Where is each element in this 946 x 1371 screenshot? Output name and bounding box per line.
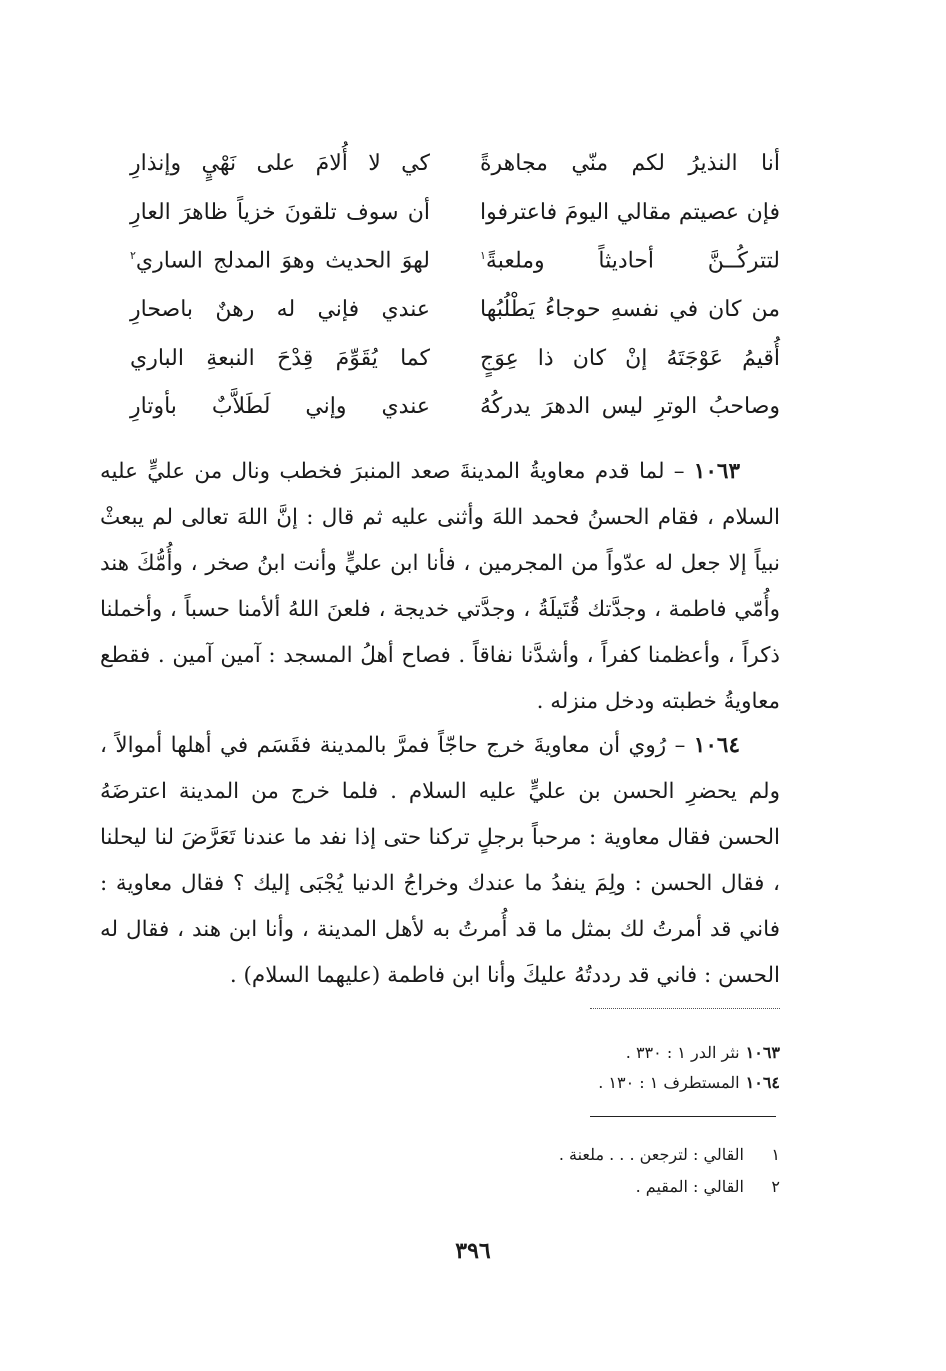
paragraph-1064: [100, 723, 780, 999]
source-number: ١٠٦٣: [745, 1043, 780, 1062]
paragraph-number: ١٠٦٤: [693, 733, 740, 758]
footnote-text: القالي : المقيم .: [635, 1177, 744, 1196]
verse-second-hemistich: لهوَ الحديث وهوَ المدلج الساري$^٢$: [130, 248, 430, 274]
source-text: المستطرف ١ : ١٣٠ .: [598, 1073, 740, 1092]
verse-first-hemistich: أُقيمُ عَوْجَتَهُ إنْ كان ذا عِوَجٍ: [480, 345, 780, 371]
verse-first-hemistich: وصاحبُ الوترِ ليس الدهرَ يدركُهُ: [480, 394, 780, 420]
verse-first-hemistich: من كان في نفسهِ حوجاءُ يَطْلُبُها: [480, 297, 780, 323]
page-number: ٣٩٦: [455, 1238, 491, 1264]
verse-first-hemistich: فإن عصيتم مقالي اليومَ فاعترفوا: [480, 199, 780, 225]
verse-first-hemistich: أنا النذيرُ لكم منّي مجاهرةً: [480, 151, 780, 177]
poem-verse: [130, 383, 780, 432]
footnote-number: ١: [771, 1145, 780, 1164]
poem-verse: [130, 237, 780, 286]
footnote: [470, 1171, 780, 1203]
source-reference: [470, 1038, 780, 1068]
paragraph-text: – رُوي أن معاويةَ خرج حاجّاً فمرَّ بالمدينة فقَسَم في أهلها أموالاً ، ولم يحضرِ الحسن بن عليٍّ عليه السلام . فلما خرج من المدينة اعترضَهُ الحسن فقال معاوية : مرحباً برجلٍ تركنا حتى إذا نفد ما عندنا تَعَرَّضَ لنا ليحلنا ، فقال الحسن : ولِمَ ينفدُ ما عندك وخراجُ الدنيا يُجْبَى إليك ؟ فقال معاوية : فاني قد أمرتُ لك بمثل ما قد أُمرتُ به لأهل المدينة ، وأنا ابن هند ، فقال له الحسن : فاني قد رددتُهُ عليكَ وأنا ابن فاطمة (عليهما السلام) .: [100, 733, 780, 988]
verse-second-hemistich: كما يُقَوِّمَ قِدْحَ النبعةِ الباري: [130, 345, 430, 371]
poem-verse: [130, 140, 780, 189]
footnotes: [470, 1139, 780, 1203]
source-references: [470, 1038, 780, 1098]
paragraph-1063: [100, 449, 780, 725]
verse-first-hemistich: لتتركُــنَّ أحاديثاً وملعبةً$^١$: [480, 248, 780, 274]
footnote-number: ٢: [771, 1177, 780, 1196]
verse-second-hemistich: عندي وإني لَطَلاَّبٌ بأوتارِ: [130, 394, 430, 420]
source-text: نثر الدر ١ : ٣٣٠ .: [625, 1043, 740, 1062]
paragraph-number: ١٠٦٣: [693, 459, 740, 484]
footnote-divider: [590, 1116, 776, 1117]
poem-verse: [130, 189, 780, 238]
paragraph-text: – لما قدم معاويةُ المدينةَ صعد المنبرَ فخطب ونال من عليٍّ عليه السلام ، فقام الحسنُ فحمد اللهَ وأثنى عليه ثم قال : إنَّ اللهَ تعالى لم يبعثْ نبياً إلا جعل له عدّواً من المجرمين ، فأنا ابن عليٍّ وأنت ابنُ صخر ، وأُمُّكَ هند وأُمّي فاطمة ، وجدَّتك قُتَيلَةُ ، وجدَّتي خديجة ، فلعنَ اللهُ ألأمنا حسباً ، وأخملنا ذكراً ، وأعظمنا كفراً ، وأشدَّنا نفاقاً . فصاح أهلُ المسجد : آمين آمين . فقطع معاويةُ خطبته ودخل منزله .: [100, 459, 780, 714]
verse-second-hemistich: أن سوف تلقونَ خزياً ظاهرَ العارِ: [130, 199, 430, 225]
dotted-divider: [590, 1008, 780, 1009]
footnote: [470, 1139, 780, 1171]
footnote-ref: ١: [480, 249, 486, 263]
poem-verse: [130, 286, 780, 335]
poem-verse: [130, 334, 780, 383]
source-number: ١٠٦٤: [745, 1073, 780, 1092]
verse-second-hemistich: كي لا أُلامَ على نَهْيٍ وإنذارِ: [130, 151, 430, 177]
footnote-ref: ٢: [130, 249, 136, 263]
footnote-text: القالي : لترجعن . . . ملعنة .: [558, 1145, 744, 1164]
verse-second-hemistich: عندي فإني له رهنٌ باصحارِ: [130, 297, 430, 323]
source-reference: [470, 1068, 780, 1098]
poem: [130, 140, 780, 432]
